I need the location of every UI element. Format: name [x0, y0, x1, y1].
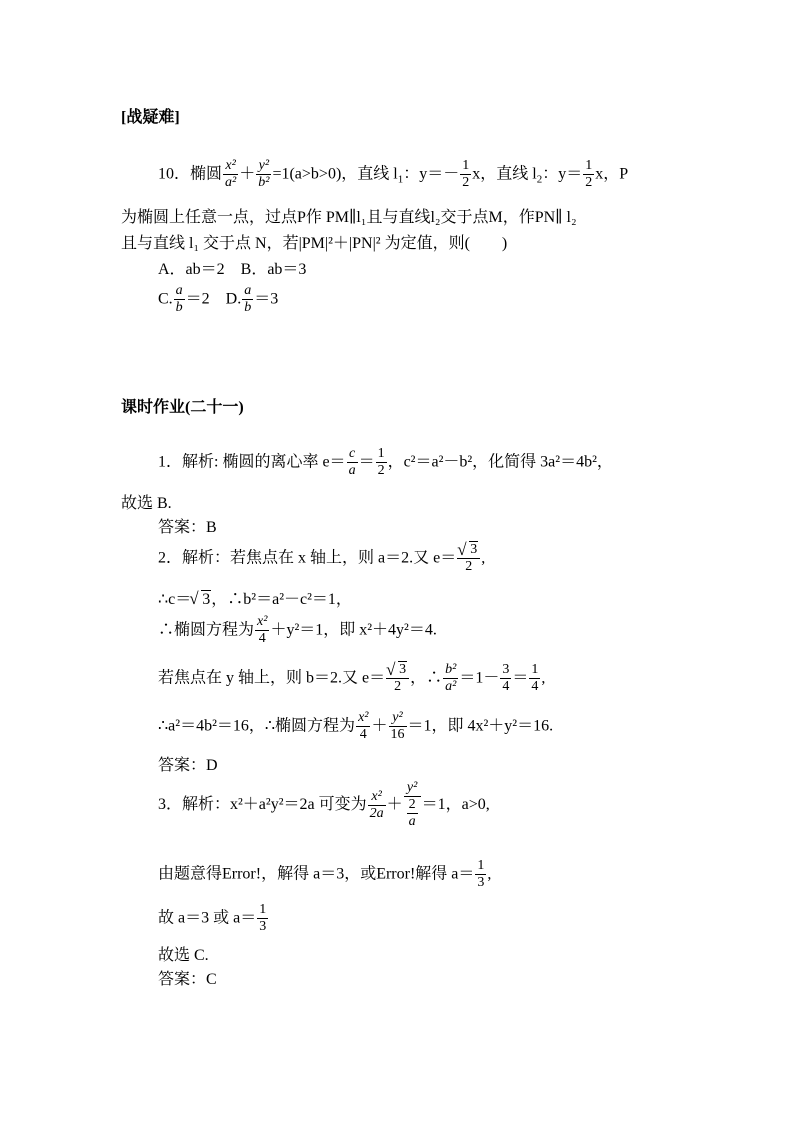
frac-1-4: $\frac{1}{4}$ [531, 662, 539, 695]
q10-line1: 10．椭圆 $\frac{\text{x²}}{\text{a²}}$ ＋ $\frac{\text{y²}}{\text{b²}}$ =1(a>b>0)，直线 $l_1$：y＝－ $\frac{1}{2}$ x，直线 $l_2$：y＝ $\frac{1}{2}$ x，P [158, 158, 629, 191]
frac-x2-2a: $\frac{\text{x²}}{2a}$ [369, 788, 384, 821]
s2-line5: ∴a²＝4b²＝16，∴椭圆方程为 $\frac{\text{x²}}{4}$ ＋ $\frac{\text{y²}}{16}$ ＝1，即 4x²＋y²＝16. [158, 710, 554, 743]
frac-a-b: $\frac{a}{b}$ [175, 283, 183, 316]
s2-line4: 若焦点在 y 轴上，则 b＝2.又 e＝ √ $\frac{3}{2}$ ，∴ $\frac{\text{b²}}{\text{a²}}$ ＝1－ $\frac{3}{4}$ ＝ $\frac{1}{4}$ , [158, 662, 545, 695]
frac-sqrt3-2: √ $\frac{3}{2}$ [457, 542, 480, 575]
section-heading-homework: 课时作业(二十一) [121, 399, 244, 416]
frac-1-2b: $\frac{1}{2}$ [585, 158, 593, 191]
s2-line1: 2．解析：若焦点在 x 轴上，则 a＝2.又 e＝ √ $\frac{3}{2}$ , [158, 542, 485, 575]
frac-x2-a2: $\frac{\text{x²}}{\text{a²}}$ [225, 158, 237, 191]
frac-y2-2overa: $\frac{\text{y²}}{\frac{2}{a}}$ [404, 780, 421, 830]
frac-1-3: $\frac{1}{3}$ [477, 858, 485, 891]
frac-2-a: $\frac{2}{a}$ [408, 797, 416, 830]
s3-answer: 答案：C [158, 971, 217, 988]
frac-x2-4: $\frac{\text{x²}}{4}$ [257, 614, 268, 647]
frac-x2-4b: $\frac{\text{x²}}{4}$ [358, 710, 369, 743]
s2-line2: ∴c＝√ 3，∴b²＝a²－c²＝1， [158, 590, 352, 611]
frac-c-a: $\frac{c}{a}$ [348, 446, 356, 479]
frac-1-2c: $\frac{1}{2}$ [377, 446, 385, 479]
s1-line1: 1．解析: 椭圆的离心率 e＝ $\frac{c}{a}$ ＝ $\frac{1}{2}$ ，c²＝a²－b²，化简得 3a²＝4b²， [158, 446, 613, 479]
q10-line2: 为椭圆上任意一点，过点P作 PM∥l₁且与直线l₂交于点M，作PN∥ l₂ [121, 209, 577, 226]
s2-line3: ∴椭圆方程为 $\frac{\text{x²}}{4}$ ＋y²＝1，即 x²＋4y²＝4. [158, 614, 437, 647]
s3-line3: 故 a＝3 或 a＝ $\frac{1}{3}$ [158, 902, 267, 935]
q10-line3: 且与直线 l₁ 交于点 N，若|PM|²＋|PN|² 为定值，则( ) [121, 235, 508, 252]
frac-sqrt3-2b: √ $\frac{3}{2}$ [386, 662, 409, 695]
s1-line2: 故选 B. [121, 495, 172, 512]
q10-options-cd: C. $\frac{a}{b}$ ＝2 D. $\frac{a}{b}$ ＝3 [158, 283, 279, 316]
s3-line4: 故选 C. [158, 947, 209, 964]
frac-1-3b: $\frac{1}{3}$ [259, 902, 267, 935]
sqrt-3: √ 3 [191, 590, 211, 611]
s3-line1: 3．解析：x²＋a²y²＝2a 可变为 $\frac{\text{x²}}{2a}$ ＋ $\frac{\text{y²}}{\frac{2}{a}}$ ＝1，a>0, [158, 780, 490, 830]
q10-options-ab: A．ab＝2 B．ab＝3 [158, 261, 307, 278]
s3-line2: 由题意得Error!，解得 a＝3，或Error!解得 a＝ $\frac{1}{3}$ , [158, 858, 492, 891]
s1-answer: 答案：B [158, 519, 217, 536]
frac-b2-a2: $\frac{\text{b²}}{\text{a²}}$ [445, 662, 457, 695]
section-heading-difficult: [战疑难] [121, 109, 180, 126]
frac-y2-b2: $\frac{\text{y²}}{\text{b²}}$ [258, 158, 270, 191]
s2-answer: 答案：D [158, 757, 218, 774]
frac-1-2: $\frac{1}{2}$ [462, 158, 470, 191]
frac-a-b2: $\frac{a}{b}$ [244, 283, 252, 316]
frac-y2-16: $\frac{\text{y²}}{16}$ [390, 710, 405, 743]
frac-3-4: $\frac{3}{4}$ [502, 662, 510, 695]
